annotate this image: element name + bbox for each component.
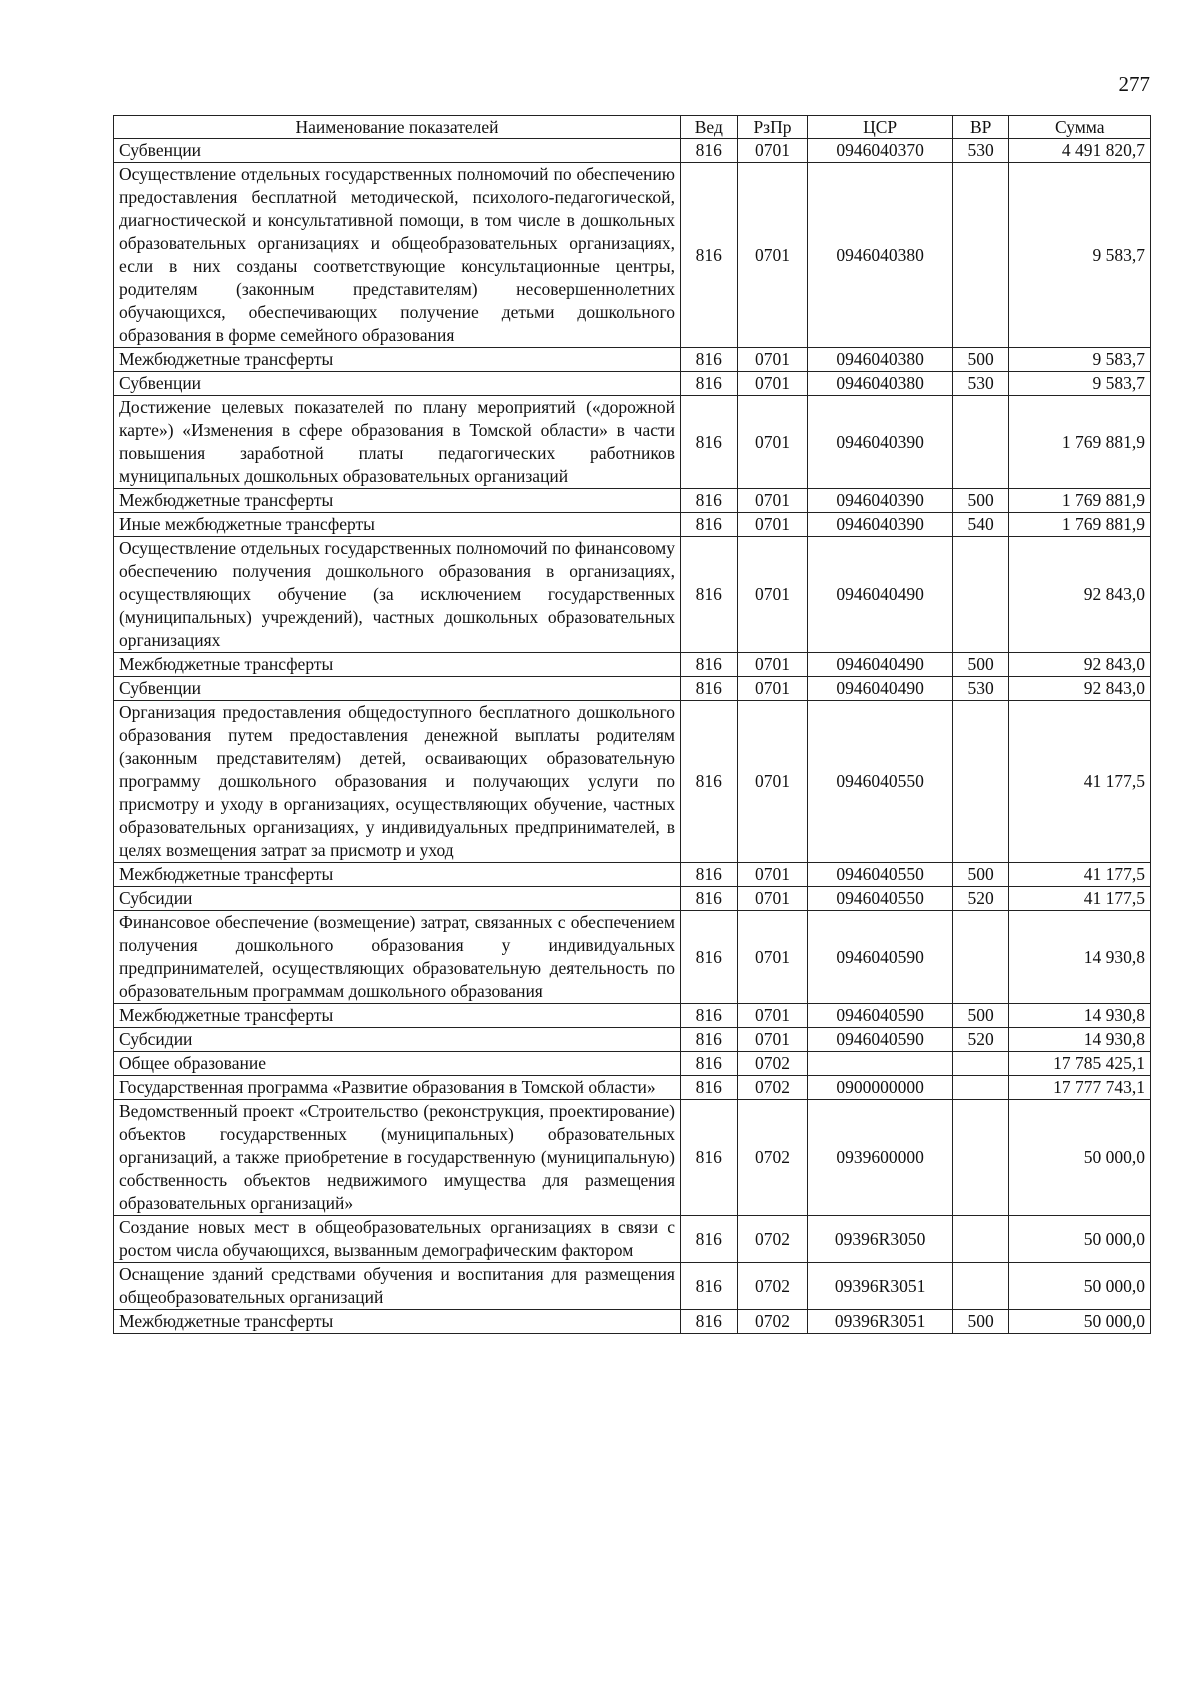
cell-csr: 0946040590 [808,1004,953,1028]
cell-csr: 0900000000 [808,1076,953,1100]
cell-ved: 816 [681,1028,738,1052]
cell-sum: 50 000,0 [1009,1100,1151,1216]
header-csr: ЦСР [808,116,953,139]
cell-name: Субсидии [114,1028,681,1052]
table-row [114,163,1151,348]
cell-ved: 816 [681,139,738,163]
cell-name: Оснащение зданий средствами обучения и воспитания для размещения общеобразовательных организаций [114,1263,681,1310]
cell-vr: 530 [952,372,1009,396]
cell-ved: 816 [681,396,738,489]
cell-sum: 50 000,0 [1009,1263,1151,1310]
cell-sum: 14 930,8 [1009,1004,1151,1028]
cell-rzpr: 0702 [737,1263,808,1310]
cell-csr: 0946040550 [808,863,953,887]
cell-sum: 17 785 425,1 [1009,1052,1151,1076]
cell-csr: 09396R3050 [808,1216,953,1263]
cell-ved: 816 [681,348,738,372]
cell-ved: 816 [681,677,738,701]
cell-ved: 816 [681,911,738,1004]
cell-sum: 92 843,0 [1009,677,1151,701]
cell-sum: 50 000,0 [1009,1310,1151,1334]
cell-ved: 816 [681,1076,738,1100]
cell-sum: 92 843,0 [1009,653,1151,677]
cell-ved: 816 [681,163,738,348]
table-row [114,348,1151,372]
cell-ved: 816 [681,489,738,513]
cell-rzpr: 0701 [737,396,808,489]
cell-rzpr: 0701 [737,863,808,887]
cell-csr: 0939600000 [808,1100,953,1216]
cell-vr [952,163,1009,348]
cell-vr [952,537,1009,653]
cell-vr [952,1052,1009,1076]
cell-ved: 816 [681,1216,738,1263]
table-row [114,513,1151,537]
cell-ved: 816 [681,1100,738,1216]
table-row [114,1263,1151,1310]
cell-name: Межбюджетные трансферты [114,863,681,887]
cell-csr: 0946040380 [808,348,953,372]
cell-ved: 816 [681,863,738,887]
cell-ved: 816 [681,1310,738,1334]
cell-vr: 500 [952,653,1009,677]
cell-csr: 09396R3051 [808,1263,953,1310]
cell-rzpr: 0701 [737,887,808,911]
cell-sum: 17 777 743,1 [1009,1076,1151,1100]
cell-vr [952,1216,1009,1263]
table-row [114,701,1151,863]
header-ved: Вед [681,116,738,139]
cell-ved: 816 [681,1052,738,1076]
table-row [114,863,1151,887]
cell-name: Осуществление отдельных государственных полномочий по обеспечению предоставления бесплатной методической, психолого-педагогической, диагностической и консультативной помощи, в том числе в дошкольных образовательных организациях и общеобразовательных организациях, если в них созданы соответствующие консультационные центры, родителям (законным представителям) несовершеннолетних обучающихся, обеспечивающих получение детьми дошкольного образования в форме семейного образования [114,163,681,348]
cell-vr [952,701,1009,863]
cell-vr: 530 [952,139,1009,163]
cell-vr [952,1263,1009,1310]
cell-vr [952,1076,1009,1100]
table-row [114,911,1151,1004]
cell-vr [952,911,1009,1004]
cell-sum: 1 769 881,9 [1009,513,1151,537]
table-row [114,653,1151,677]
cell-name: Межбюджетные трансферты [114,1310,681,1334]
cell-csr: 0946040380 [808,163,953,348]
table-row [114,489,1151,513]
cell-sum: 1 769 881,9 [1009,396,1151,489]
cell-sum: 9 583,7 [1009,163,1151,348]
cell-rzpr: 0701 [737,139,808,163]
cell-name: Межбюджетные трансферты [114,348,681,372]
cell-rzpr: 0701 [737,677,808,701]
cell-rzpr: 0701 [737,372,808,396]
cell-csr: 0946040390 [808,489,953,513]
cell-rzpr: 0701 [737,653,808,677]
cell-csr: 0946040590 [808,1028,953,1052]
cell-vr: 520 [952,887,1009,911]
cell-rzpr: 0701 [737,911,808,1004]
cell-sum: 14 930,8 [1009,911,1151,1004]
table-row [114,677,1151,701]
table-row [114,1100,1151,1216]
header-rzpr: РзПр [737,116,808,139]
cell-csr: 0946040590 [808,911,953,1004]
cell-sum: 50 000,0 [1009,1216,1151,1263]
cell-csr: 0946040380 [808,372,953,396]
page-number: 277 [1118,72,1150,96]
cell-rzpr: 0702 [737,1310,808,1334]
cell-ved: 816 [681,1004,738,1028]
header-vr: ВР [952,116,1009,139]
cell-vr [952,1100,1009,1216]
cell-vr: 500 [952,348,1009,372]
cell-rzpr: 0702 [737,1100,808,1216]
cell-vr: 500 [952,1004,1009,1028]
cell-sum: 14 930,8 [1009,1028,1151,1052]
cell-csr: 0946040550 [808,887,953,911]
cell-sum: 41 177,5 [1009,863,1151,887]
table-row [114,1216,1151,1263]
cell-ved: 816 [681,887,738,911]
cell-ved: 816 [681,653,738,677]
cell-name: Общее образование [114,1052,681,1076]
table-row [114,1052,1151,1076]
cell-sum: 41 177,5 [1009,701,1151,863]
table-row [114,396,1151,489]
cell-vr: 540 [952,513,1009,537]
cell-sum: 4 491 820,7 [1009,139,1151,163]
cell-name: Достижение целевых показателей по плану мероприятий («дорожной карте») «Изменения в сфере образования в Томской области» в части повышения заработной платы педагогических работников муниципальных дошкольных образовательных организаций [114,396,681,489]
cell-vr: 500 [952,1310,1009,1334]
cell-rzpr: 0702 [737,1076,808,1100]
cell-sum: 9 583,7 [1009,372,1151,396]
cell-vr: 530 [952,677,1009,701]
cell-ved: 816 [681,1263,738,1310]
cell-name: Субсидии [114,887,681,911]
header-sum: Сумма [1009,116,1151,139]
header-name: Наименование показателей [114,116,681,139]
budget-table [113,115,1151,1334]
cell-name: Межбюджетные трансферты [114,1004,681,1028]
cell-csr: 0946040550 [808,701,953,863]
cell-rzpr: 0701 [737,701,808,863]
cell-name: Субвенции [114,677,681,701]
cell-rzpr: 0701 [737,513,808,537]
cell-vr: 520 [952,1028,1009,1052]
cell-name: Создание новых мест в общеобразовательных организациях в связи с ростом числа обучающихся, вызванным демографическим фактором [114,1216,681,1263]
cell-ved: 816 [681,701,738,863]
cell-sum: 92 843,0 [1009,537,1151,653]
cell-vr: 500 [952,489,1009,513]
table-row [114,1004,1151,1028]
cell-rzpr: 0701 [737,537,808,653]
cell-name: Ведомственный проект «Строительство (реконструкция, проектирование) объектов государственных (муниципальных) образовательных организаций, а также приобретение в государственную (муниципальную) собственность объектов недвижимого имущества для размещения образовательных организаций» [114,1100,681,1216]
cell-name: Иные межбюджетные трансферты [114,513,681,537]
cell-name: Осуществление отдельных государственных полномочий по финансовому обеспечению получения дошкольного образования в организациях, осуществляющих обучение (за исключением государственных (муниципальных) учреждений), частных дошкольных образовательных организациях [114,537,681,653]
table-row [114,1310,1151,1334]
cell-vr: 500 [952,863,1009,887]
cell-sum: 41 177,5 [1009,887,1151,911]
table-row [114,139,1151,163]
table-header [114,116,1151,139]
cell-csr: 0946040390 [808,513,953,537]
header-row [114,116,1151,139]
cell-ved: 816 [681,537,738,653]
cell-vr [952,396,1009,489]
cell-rzpr: 0701 [737,348,808,372]
cell-rzpr: 0701 [737,163,808,348]
table-row [114,1028,1151,1052]
cell-rzpr: 0701 [737,1004,808,1028]
cell-ved: 816 [681,372,738,396]
cell-name: Межбюджетные трансферты [114,489,681,513]
cell-csr: 0946040390 [808,396,953,489]
cell-name: Межбюджетные трансферты [114,653,681,677]
cell-csr: 0946040490 [808,653,953,677]
cell-name: Государственная программа «Развитие образования в Томской области» [114,1076,681,1100]
cell-rzpr: 0702 [737,1052,808,1076]
table-row [114,887,1151,911]
cell-ved: 816 [681,513,738,537]
cell-sum: 1 769 881,9 [1009,489,1151,513]
table-row [114,537,1151,653]
cell-rzpr: 0701 [737,1028,808,1052]
table-row [114,372,1151,396]
cell-name: Организация предоставления общедоступного бесплатного дошкольного образования путем предоставления денежной выплаты родителям (законным представителям) детей, осваивающих образовательную программу дошкольного образования и получающих услуги по присмотру и уходу в организациях, осуществляющих обучение, частных образовательных организациях, у индивидуальных предпринимателей, в целях возмещения затрат за присмотр и уход [114,701,681,863]
table-body [114,139,1151,1334]
cell-csr: 0946040490 [808,537,953,653]
cell-name: Субвенции [114,139,681,163]
cell-rzpr: 0702 [737,1216,808,1263]
cell-sum: 9 583,7 [1009,348,1151,372]
table-row [114,1076,1151,1100]
cell-csr [808,1052,953,1076]
cell-name: Финансовое обеспечение (возмещение) затрат, связанных с обеспечением получения дошкольного образования у индивидуальных предпринимателей, осуществляющих образовательную деятельность по образовательным программам дошкольного образования [114,911,681,1004]
cell-csr: 09396R3051 [808,1310,953,1334]
cell-name: Субвенции [114,372,681,396]
cell-csr: 0946040490 [808,677,953,701]
cell-rzpr: 0701 [737,489,808,513]
cell-csr: 0946040370 [808,139,953,163]
